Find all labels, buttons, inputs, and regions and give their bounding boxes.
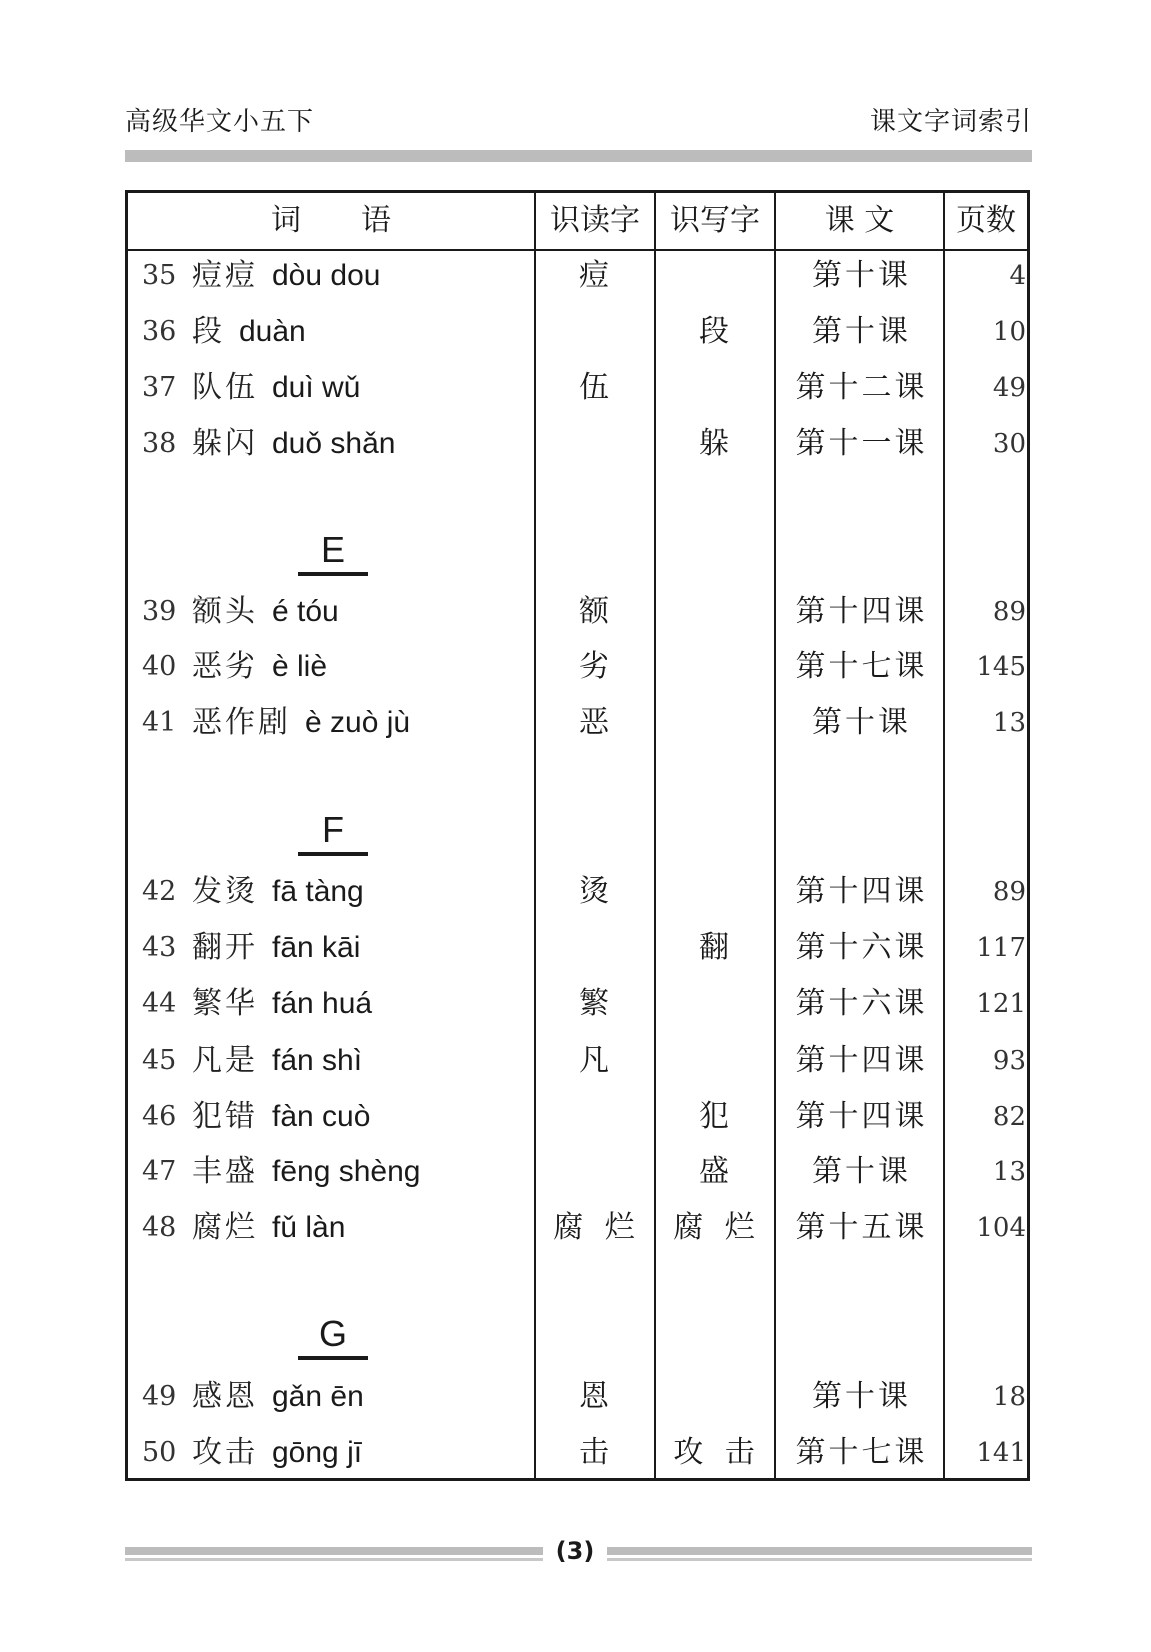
entry-write-chars: 段 bbox=[699, 314, 735, 349]
table-row bbox=[128, 251, 1027, 301]
entry-read-chars: 劣 bbox=[579, 649, 615, 684]
entry-write-chars bbox=[657, 698, 777, 748]
entry-lesson: 第十课 bbox=[812, 1154, 911, 1189]
entry-pinyin: é tóu bbox=[272, 595, 339, 628]
entry-hanzi: 翻开 bbox=[192, 930, 258, 965]
entry-page: 13 bbox=[992, 1157, 1026, 1187]
entry-number: 39 bbox=[142, 596, 177, 627]
entry-hanzi: 段 bbox=[192, 314, 225, 349]
entry-page: 10 bbox=[992, 317, 1026, 347]
entry-lesson: 第十四课 bbox=[795, 1099, 928, 1134]
entry-pinyin: è zuò jù bbox=[305, 706, 411, 739]
entry-number: 36 bbox=[142, 316, 177, 347]
entry-write-chars bbox=[657, 251, 777, 301]
section-letter-g bbox=[298, 1314, 368, 1360]
entry-hanzi: 痘痘 bbox=[192, 258, 258, 293]
entry-pinyin: fán shì bbox=[272, 1044, 363, 1077]
footer-rule-left-thin bbox=[125, 1558, 543, 1561]
entry-number: 35 bbox=[142, 260, 177, 291]
entry-hanzi: 凡是 bbox=[192, 1043, 258, 1078]
table-row bbox=[128, 642, 1027, 692]
entry-read-chars bbox=[537, 923, 657, 973]
entry-number: 42 bbox=[142, 876, 177, 907]
entry-read-chars bbox=[537, 1147, 657, 1197]
entry-number: 50 bbox=[142, 1437, 177, 1468]
entry-page: 93 bbox=[992, 1046, 1026, 1076]
entry-write-chars: 翻 bbox=[699, 930, 735, 965]
entry-write-chars: 盛 bbox=[699, 1154, 735, 1189]
page-number: (3) bbox=[555, 1537, 595, 1565]
entry-page: 18 bbox=[992, 1382, 1026, 1412]
header-rule bbox=[125, 150, 1032, 162]
entry-page: 4 bbox=[1009, 261, 1026, 291]
entry-lesson: 第十四课 bbox=[795, 874, 928, 909]
table-row bbox=[128, 1036, 1027, 1086]
entry-number: 37 bbox=[142, 372, 177, 403]
entry-lesson: 第十七课 bbox=[795, 649, 928, 684]
entry-hanzi: 犯错 bbox=[192, 1099, 258, 1134]
section-letter-underline bbox=[298, 852, 368, 856]
entry-pinyin: fán huá bbox=[272, 987, 373, 1020]
table-row bbox=[128, 979, 1027, 1029]
entry-page: 82 bbox=[992, 1102, 1026, 1132]
entry-write-chars: 攻 击 bbox=[673, 1435, 761, 1470]
footer-rule-right-thin bbox=[607, 1558, 1032, 1561]
entry-pinyin: gǎn ēn bbox=[272, 1380, 364, 1413]
entry-write-chars bbox=[657, 1372, 777, 1422]
entry-hanzi: 繁华 bbox=[192, 986, 258, 1021]
entry-write-chars bbox=[657, 979, 777, 1029]
entry-pinyin: fēng shèng bbox=[272, 1155, 421, 1188]
entry-page: 141 bbox=[976, 1438, 1026, 1468]
entry-pinyin: duàn bbox=[239, 315, 306, 348]
table-row bbox=[128, 419, 1027, 469]
table-row bbox=[128, 1428, 1027, 1478]
entry-read-chars: 恩 bbox=[579, 1379, 615, 1414]
entry-lesson: 第十四课 bbox=[795, 594, 928, 629]
table-row bbox=[128, 1203, 1027, 1253]
section-letter-underline bbox=[298, 572, 368, 576]
section-title: 课文字词索引 bbox=[869, 107, 1032, 137]
entry-page: 89 bbox=[992, 877, 1026, 907]
entry-write-chars bbox=[657, 642, 777, 692]
table-row bbox=[128, 1372, 1027, 1422]
entry-pinyin: fàn cuò bbox=[272, 1100, 371, 1133]
entry-hanzi: 恶劣 bbox=[192, 649, 258, 684]
entry-number: 43 bbox=[142, 932, 177, 963]
entry-lesson: 第十一课 bbox=[795, 426, 928, 461]
section-letter-e bbox=[298, 530, 368, 576]
entry-lesson: 第十课 bbox=[812, 705, 911, 740]
entry-pinyin: duì wǔ bbox=[272, 371, 361, 404]
column-header-lesson: 课 文 bbox=[824, 203, 895, 238]
section-letter-text: E bbox=[320, 529, 345, 570]
entry-page: 117 bbox=[976, 933, 1026, 963]
entry-page: 49 bbox=[992, 373, 1026, 403]
table-row bbox=[128, 307, 1027, 357]
table-row bbox=[128, 363, 1027, 413]
entry-page: 104 bbox=[976, 1213, 1026, 1243]
entry-hanzi: 攻击 bbox=[192, 1435, 258, 1470]
entry-page: 121 bbox=[976, 989, 1026, 1019]
table-row bbox=[128, 1147, 1027, 1197]
column-header-write-chars: 识写字 bbox=[670, 203, 760, 238]
entry-read-chars: 击 bbox=[579, 1435, 615, 1470]
entry-number: 41 bbox=[142, 707, 177, 738]
entry-read-chars: 繁 bbox=[579, 986, 615, 1021]
entry-number: 46 bbox=[142, 1101, 177, 1132]
word-index-table bbox=[125, 190, 1030, 1481]
entry-write-chars: 犯 bbox=[699, 1099, 735, 1134]
entry-hanzi: 额头 bbox=[192, 594, 258, 629]
entry-hanzi: 腐烂 bbox=[192, 1210, 258, 1245]
table-row bbox=[128, 587, 1027, 637]
column-header-page: 页数 bbox=[956, 203, 1016, 238]
entry-write-chars: 腐 烂 bbox=[673, 1210, 761, 1245]
entry-page: 30 bbox=[992, 429, 1026, 459]
entry-read-chars: 额 bbox=[579, 594, 615, 629]
entry-pinyin: dòu dou bbox=[272, 259, 381, 292]
entry-number: 45 bbox=[142, 1045, 177, 1076]
entry-number: 48 bbox=[142, 1212, 177, 1243]
footer-rule-right bbox=[607, 1547, 1032, 1555]
entry-lesson: 第十课 bbox=[812, 1379, 911, 1414]
entry-number: 49 bbox=[142, 1381, 177, 1412]
entry-read-chars bbox=[537, 1092, 657, 1142]
entry-hanzi: 感恩 bbox=[192, 1379, 258, 1414]
entry-read-chars bbox=[537, 419, 657, 469]
entry-read-chars: 恶 bbox=[579, 705, 615, 740]
entry-read-chars bbox=[537, 307, 657, 357]
table-row bbox=[128, 698, 1027, 748]
entry-pinyin: fā tàng bbox=[272, 875, 364, 908]
table-row bbox=[128, 923, 1027, 973]
table-row bbox=[128, 867, 1027, 917]
entry-page: 145 bbox=[976, 652, 1026, 682]
entry-hanzi: 丰盛 bbox=[192, 1154, 258, 1189]
table-row bbox=[128, 1092, 1027, 1142]
entry-number: 38 bbox=[142, 428, 177, 459]
entry-lesson: 第十二课 bbox=[795, 370, 928, 405]
entry-pinyin: fān kāi bbox=[272, 931, 361, 964]
entry-lesson: 第十课 bbox=[812, 314, 911, 349]
entry-hanzi: 发烫 bbox=[192, 874, 258, 909]
entry-lesson: 第十六课 bbox=[795, 930, 928, 965]
entry-read-chars: 伍 bbox=[579, 370, 615, 405]
entry-number: 44 bbox=[142, 988, 177, 1019]
entry-read-chars: 腐 烂 bbox=[553, 1210, 641, 1245]
entry-lesson: 第十课 bbox=[812, 258, 911, 293]
entry-lesson: 第十四课 bbox=[795, 1043, 928, 1078]
section-letter-text: G bbox=[318, 1313, 347, 1354]
entry-write-chars bbox=[657, 867, 777, 917]
entry-lesson: 第十七课 bbox=[795, 1435, 928, 1470]
entry-write-chars: 躲 bbox=[699, 426, 735, 461]
entry-lesson: 第十六课 bbox=[795, 986, 928, 1021]
column-header-read-chars: 识读字 bbox=[550, 203, 640, 238]
entry-page: 89 bbox=[992, 597, 1026, 627]
book-title: 高级华文小五下 bbox=[125, 107, 315, 137]
entry-number: 40 bbox=[142, 651, 177, 682]
entry-read-chars: 烫 bbox=[579, 874, 615, 909]
entry-write-chars bbox=[657, 363, 777, 413]
column-header-words: 词 语 bbox=[271, 203, 391, 238]
entry-lesson: 第十五课 bbox=[795, 1210, 928, 1245]
entry-pinyin: gōng jī bbox=[272, 1436, 363, 1469]
entry-read-chars: 凡 bbox=[579, 1043, 615, 1078]
section-letter-underline bbox=[298, 1356, 368, 1360]
entry-page: 13 bbox=[992, 708, 1026, 738]
entry-hanzi: 队伍 bbox=[192, 370, 258, 405]
entry-hanzi: 恶作剧 bbox=[192, 705, 291, 740]
entry-hanzi: 躲闪 bbox=[192, 426, 258, 461]
entry-pinyin: è liè bbox=[272, 650, 328, 683]
entry-write-chars bbox=[657, 587, 777, 637]
entry-read-chars: 痘 bbox=[579, 258, 615, 293]
footer-rule-left bbox=[125, 1547, 543, 1555]
entry-number: 47 bbox=[142, 1156, 177, 1187]
section-letter-f bbox=[298, 810, 368, 856]
entry-pinyin: fǔ làn bbox=[272, 1211, 346, 1244]
entry-write-chars bbox=[657, 1036, 777, 1086]
section-letter-text: F bbox=[322, 809, 344, 850]
entry-pinyin: duǒ shǎn bbox=[272, 427, 396, 460]
